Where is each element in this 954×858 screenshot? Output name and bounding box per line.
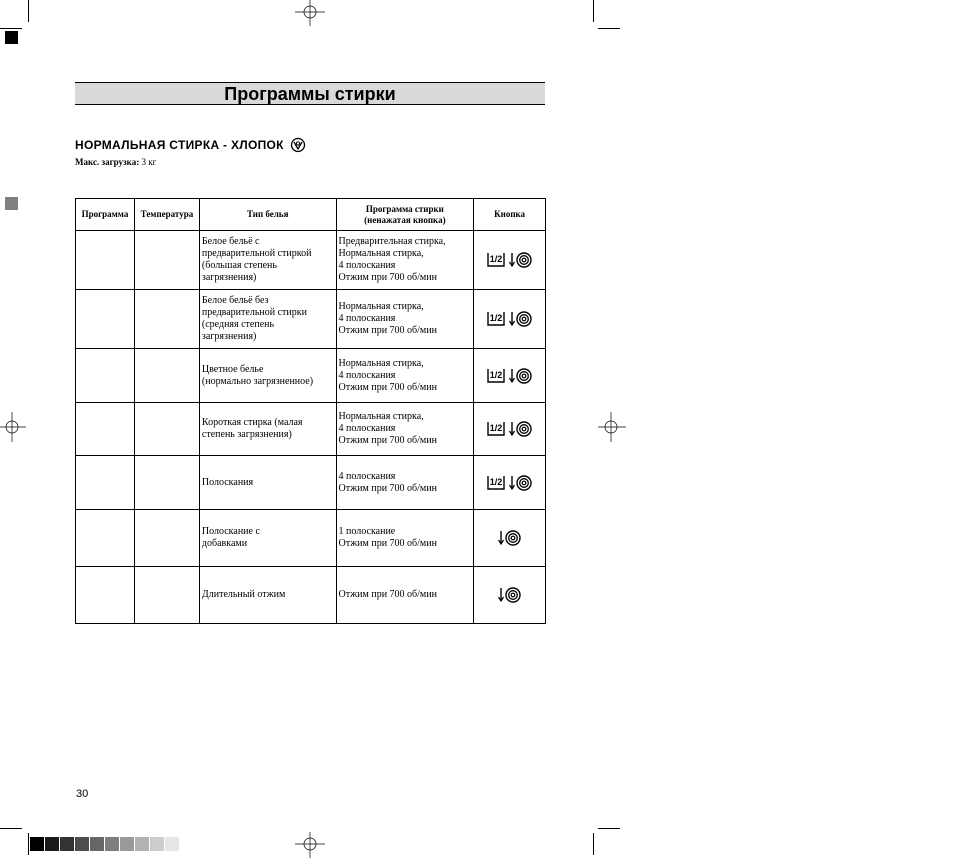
table-row: [76, 290, 546, 349]
laundry-type-cell: [199, 403, 336, 456]
button-icons-cell: [474, 567, 546, 624]
color-swatch: [165, 837, 179, 851]
wash-program-line: Отжим при 700 об/мин: [338, 381, 437, 393]
max-load-value: 3 кг: [141, 157, 157, 167]
button-icons-cell: [474, 510, 546, 567]
section-heading-text: НОРМАЛЬНАЯ СТИРКА - ХЛОПОК: [75, 138, 284, 152]
wash-program-line: Нормальная стирка,: [338, 248, 424, 259]
laundry-type-line: (нормально загрязненное): [201, 375, 314, 387]
wash-program-line: 4 полоскания: [338, 470, 396, 482]
table-row: [76, 456, 546, 510]
registration-mark-icon: [596, 412, 626, 442]
wash-program-line: Нормальная стирка,: [338, 357, 424, 369]
spin-icon: [509, 310, 533, 328]
header-temperature: Температура: [134, 199, 199, 231]
laundry-type-line: Белое бельё с: [201, 236, 260, 247]
wash-program-line: Предварительная стирка,: [338, 236, 446, 247]
laundry-type-line: (большая степень: [201, 260, 277, 271]
program-cell: [76, 567, 135, 624]
button-icons-cell: [474, 403, 546, 456]
crop-mark: [28, 833, 29, 855]
program-cell: [76, 349, 135, 403]
wash-program-cell: [336, 567, 474, 624]
section-marker: [5, 31, 18, 44]
header-wash-program-line2: (ненажатая кнопка): [364, 214, 446, 225]
crop-mark: [593, 0, 594, 22]
wash-program-cell: [336, 456, 474, 510]
wash-program-cell: [336, 231, 474, 290]
registration-mark-icon: [295, 828, 325, 858]
crop-mark: [28, 0, 29, 22]
header-wash-program-line1: Программа стирки: [365, 203, 444, 214]
header-button: Кнопка: [474, 199, 546, 231]
crop-mark: [0, 828, 22, 829]
color-swatch: [105, 837, 119, 851]
wash-program-line: 4 полоскания: [338, 423, 396, 434]
color-swatch: [75, 837, 89, 851]
spin-icon: [509, 420, 533, 438]
wash-program-cell: [336, 349, 474, 403]
svg-text:1/2: 1/2: [490, 423, 503, 433]
temperature-cell: [134, 567, 199, 624]
temperature-cell: [134, 456, 199, 510]
wash-program-line: Отжим при 700 об/мин: [338, 589, 437, 600]
laundry-type-line: предварительной стирки: [201, 307, 307, 318]
laundry-type-cell: [199, 231, 336, 290]
header-program: Программа: [76, 199, 135, 231]
laundry-type-line: добавками: [201, 538, 248, 549]
laundry-type-line: Белое бельё без: [201, 295, 269, 306]
button-icons-cell: [474, 456, 546, 510]
wash-program-cell: [336, 290, 474, 349]
program-cell: [76, 290, 135, 349]
color-swatch: [135, 837, 149, 851]
wash-program-line: Нормальная стирка,: [338, 411, 424, 422]
laundry-type-line: Полоскание с: [201, 526, 260, 537]
spin-icon: [509, 367, 533, 385]
page-title: Программы стирки: [224, 84, 396, 104]
header-laundry-type: Тип белья: [199, 199, 336, 231]
laundry-type-line: Длительный отжим: [201, 589, 286, 600]
temperature-cell: [134, 403, 199, 456]
color-swatch: [90, 837, 104, 851]
laundry-type-line: степень загрязнения): [201, 429, 292, 440]
table-row: [76, 567, 546, 624]
programs-table: [75, 198, 546, 624]
laundry-type-line: Короткая стирка (малая: [201, 417, 303, 428]
button-icons-cell: [474, 290, 546, 349]
laundry-type-line: (средняя степень: [201, 319, 275, 330]
program-cell: [76, 403, 135, 456]
button-icons-cell: [474, 231, 546, 290]
laundry-type-line: загрязнения): [201, 272, 257, 283]
table-row: [76, 403, 546, 456]
spin-icon: [509, 251, 533, 269]
laundry-type-cell: [199, 510, 336, 567]
laundry-type-cell: [199, 456, 336, 510]
wash-program-line: 4 полоскания: [338, 260, 396, 271]
svg-text:1/2: 1/2: [490, 369, 503, 380]
program-cell: [76, 231, 135, 290]
spin-icon: [498, 529, 522, 547]
page-number: 30: [76, 788, 89, 800]
color-swatch: [150, 837, 164, 851]
registration-mark-icon: [0, 412, 30, 442]
wash-program-line: Отжим при 700 об/мин: [338, 272, 437, 283]
temperature-cell: [134, 349, 199, 403]
wash-program-line: Отжим при 700 об/мин: [338, 482, 437, 494]
laundry-type-line: Цветное белье: [201, 363, 264, 375]
wash-program-cell: [336, 403, 474, 456]
laundry-type-line: предварительной стиркой: [201, 248, 312, 259]
temperature-cell: [134, 231, 199, 290]
color-swatch: [45, 837, 59, 851]
color-swatch: [30, 837, 44, 851]
svg-text:1/2: 1/2: [490, 313, 503, 323]
wash-program-line: 1 полоскание: [338, 526, 396, 537]
grayscale-bar: [30, 837, 180, 851]
program-cell: [76, 510, 135, 567]
section-marker: [5, 197, 18, 210]
table-row: [76, 231, 546, 290]
table-row: [76, 510, 546, 567]
registration-mark-icon: [295, 0, 325, 30]
laundry-type-line: Полоскания: [201, 476, 254, 488]
crop-mark: [0, 28, 22, 29]
wash-program-line: Отжим при 700 об/мин: [338, 538, 437, 549]
max-load-label: Макс. загрузка:: [75, 157, 140, 167]
program-cell: [76, 456, 135, 510]
temperature-cell: [134, 510, 199, 567]
page-title-bar: [75, 82, 545, 105]
cotton-symbol-icon: [290, 137, 306, 153]
crop-mark: [598, 828, 620, 829]
wash-program-line: 4 полоскания: [338, 313, 396, 324]
half-load-icon: [486, 420, 506, 438]
laundry-type-cell: [199, 290, 336, 349]
laundry-type-cell: [199, 567, 336, 624]
color-swatch: [60, 837, 74, 851]
section-heading: [75, 137, 306, 153]
wash-program-line: 4 полоскания: [338, 369, 396, 381]
half-load-icon: [486, 367, 506, 385]
wash-program-line: Нормальная стирка,: [338, 301, 424, 312]
crop-mark: [598, 28, 620, 29]
max-load: [75, 157, 156, 167]
wash-program-line: Отжим при 700 об/мин: [338, 325, 437, 336]
button-icons-cell: [474, 349, 546, 403]
temperature-cell: [134, 290, 199, 349]
spin-icon: [509, 474, 533, 492]
laundry-type-cell: [199, 349, 336, 403]
table-row: [76, 349, 546, 403]
svg-text:1/2: 1/2: [490, 476, 503, 487]
half-load-icon: [486, 310, 506, 328]
half-load-icon: [486, 474, 506, 492]
wash-program-line: Отжим при 700 об/мин: [338, 435, 437, 446]
table-header-row: [76, 199, 546, 231]
laundry-type-line: загрязнения): [201, 331, 257, 342]
header-wash-program: [336, 199, 474, 231]
spin-icon: [498, 586, 522, 604]
color-swatch: [120, 837, 134, 851]
half-load-icon: [486, 251, 506, 269]
svg-text:1/2: 1/2: [490, 254, 503, 264]
crop-mark: [593, 833, 594, 855]
wash-program-cell: [336, 510, 474, 567]
